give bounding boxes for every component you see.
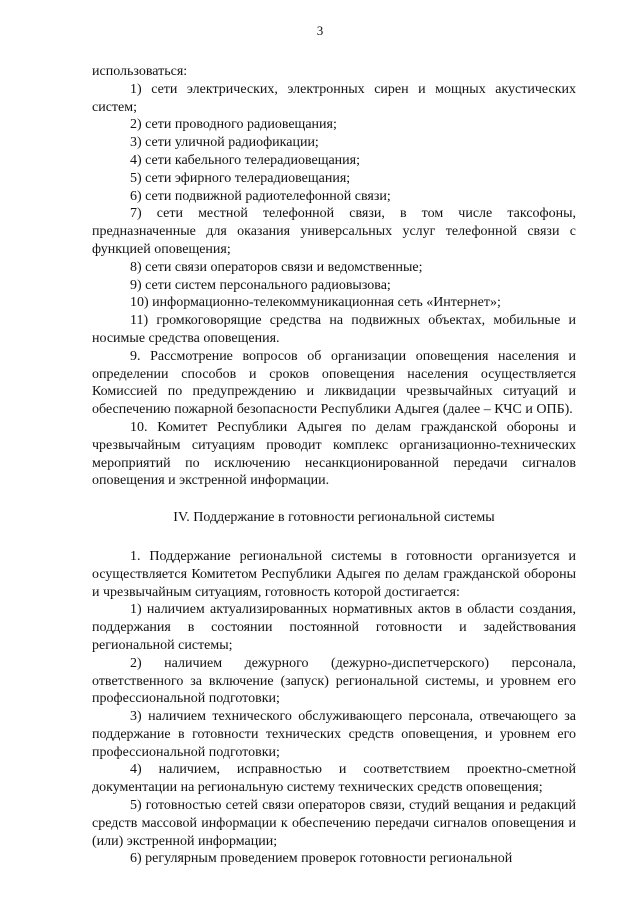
paragraph: 11) громкоговорящие средства на подвижных объектах, мобильные и носимые средства оповещения. [92,313,576,346]
paragraph: 1. Поддержание региональной системы в готовности организуется и осуществляется Комитетом Республики Адыгея по делам гражданской обороны и чрезвычайным ситуациям, готовность которой достигается: [92,548,576,600]
paragraph: 3) сети уличной радиофикации; [130,135,319,151]
paragraph: 2) наличием дежурного (дежурно-диспетчерского) персонала, ответственного за включение (запуск) региональной системы, и уровнем его профессиональной подготовки; [92,655,576,707]
paragraph: 6) сети подвижной радиотелефонной связи; [130,188,391,204]
document-body [92,63,576,868]
paragraphs-after-heading [92,548,576,868]
paragraph: 8) сети связи операторов связи и ведомственные; [130,259,423,275]
paragraph: 10. Комитет Республики Адыгея по делам гражданской обороны и чрезвычайным ситуациям проводит комплекс организационно-технических мероприятий по исключению несанкционированной передачи сигналов оповещения и экстренной информации. [92,419,576,489]
paragraph: 6) регулярным проведением проверок готовности региональной [130,851,513,867]
paragraph: 5) сети эфирного телерадиовещания; [130,170,351,186]
paragraph: 9. Рассмотрение вопросов об организации оповещения населения и определении способов и сроков оповещения населения осуществляется Комиссией по предупреждению и ликвидации чрезвычайных ситуаций и обеспечению пожарной безопасности Республики Адыгея (далее – КЧС и ОПБ). [92,348,576,418]
paragraphs-before-heading [92,63,576,490]
section-heading: IV. Поддержание в готовности региональной системы [173,510,495,526]
paragraph: 3) наличием технического обслуживающего персонала, отвечающего за поддержание в готовности технических средств оповещения, и уровнем его профессиональной подготовки; [92,709,576,760]
paragraph: использоваться: [92,64,188,79]
paragraph: 9) сети систем персонального радиовызова; [130,277,391,293]
paragraph: 2) сети проводного радиовещания; [130,117,337,133]
paragraph: 4) сети кабельного телерадиовещания; [130,152,360,168]
paragraph: 4) наличием, исправностью и соответствием проектно-сметной документации на региональную систему технических средств оповещения; [92,762,576,796]
paragraph: 10) информационно-телекоммуникационная сеть «Интернет»; [130,295,501,311]
paragraph: 5) готовностью сетей связи операторов связи, студий вещания и редакций средств массовой информации к обеспечению передачи сигналов оповещения и (или) экстренной информации; [92,798,576,849]
page-number: 3 [316,23,324,38]
paragraph: 1) сети электрических, электронных сирен и мощных акустических систем; [92,81,576,115]
paragraph: 1) наличием актуализированных нормативных актов в области создания, поддержания в состоянии постоянной готовности и задействования региональной системы; [92,602,576,653]
paragraph: 7) сети местной телефонной связи, в том числе таксофоны, предназначенные для оказания универсальных услуг телефонной связи с функцией оповещения; [92,206,576,257]
